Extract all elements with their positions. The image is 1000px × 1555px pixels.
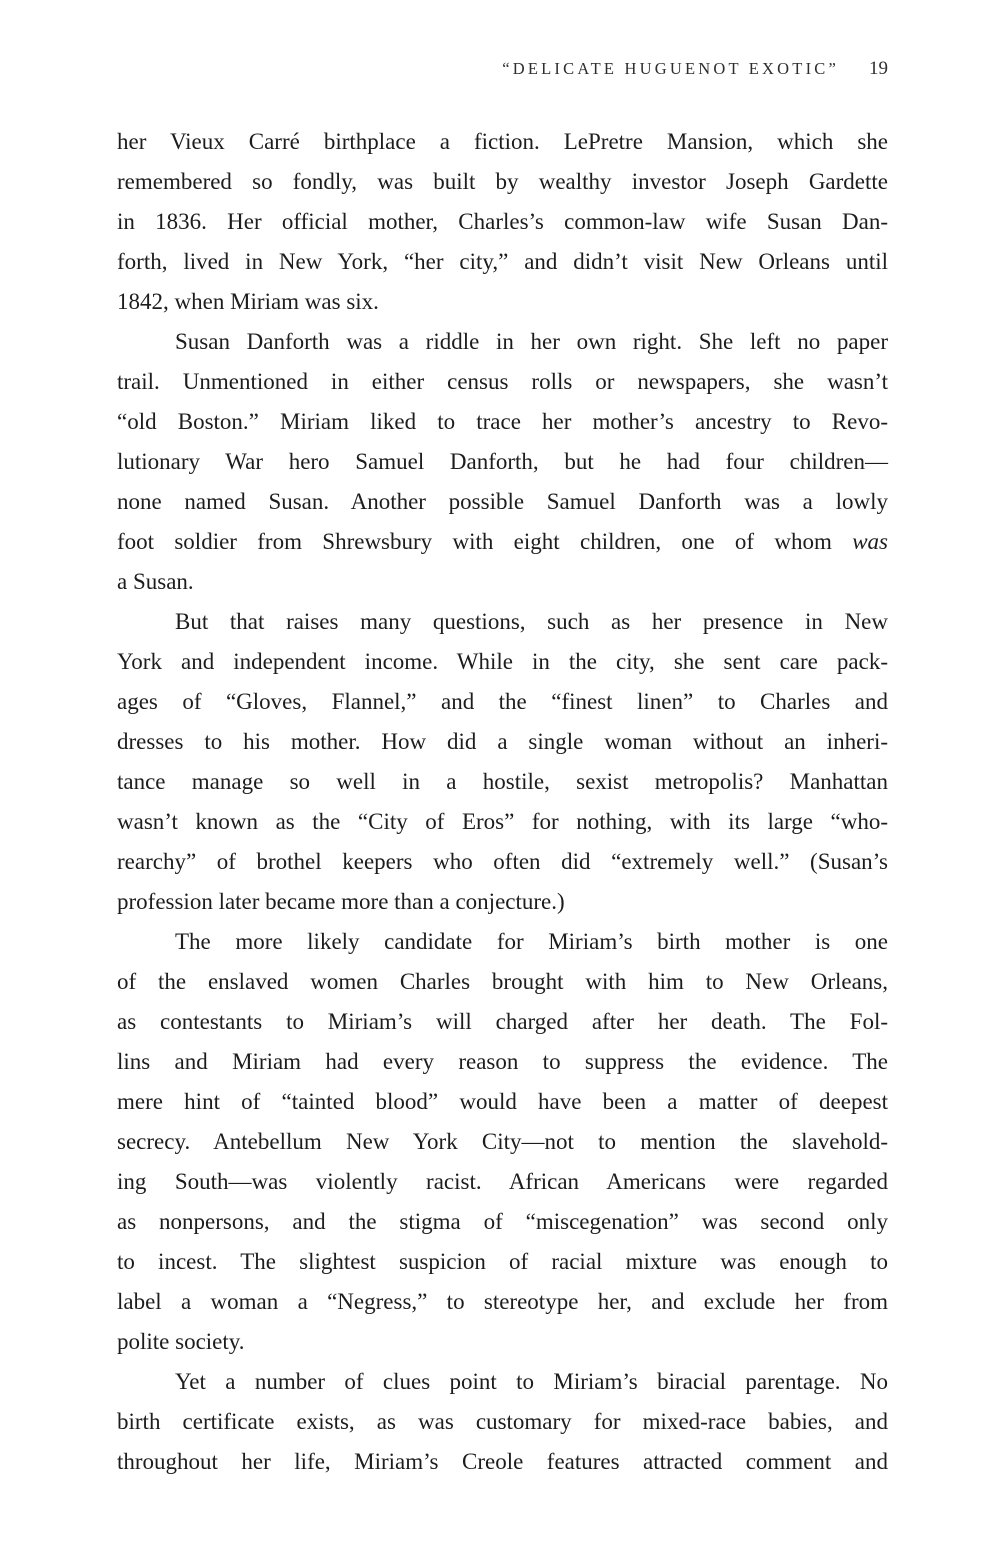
paragraph — [117, 602, 888, 922]
paragraph — [117, 1362, 888, 1482]
text-line: to incest. The slightest suspicion of racial mixture was enough to — [117, 1249, 888, 1274]
text-line: a Susan. — [117, 569, 194, 594]
page-number: 19 — [869, 58, 888, 79]
text-line: of the enslaved women Charles brought with him to New Orleans, — [117, 969, 888, 994]
text-line: in 1836. Her official mother, Charles’s common-law wife Susan Dan- — [117, 209, 888, 234]
text-line: profession later became more than a conjecture.) — [117, 889, 565, 914]
running-header-title: “DELICATE HUGUENOT EXOTIC” — [502, 59, 839, 78]
text-line: as nonpersons, and the stigma of “miscegenation” was second only — [117, 1209, 888, 1234]
text-line: ing South—was violently racist. African Americans were regarded — [117, 1169, 888, 1194]
text-line: ages of “Gloves, Flannel,” and the “finest linen” to Charles and — [117, 689, 888, 714]
text-line: as contestants to Miriam’s will charged after her death. The Fol- — [117, 1009, 888, 1034]
text-line: 1842, when Miriam was six. — [117, 289, 379, 314]
text-line: throughout her life, Miriam’s Creole features attracted comment and — [117, 1449, 888, 1474]
text-line: “old Boston.” Miriam liked to trace her mother’s ancestry to Revo- — [117, 409, 888, 434]
text-line: tance manage so well in a hostile, sexist metropolis? Manhattan — [117, 769, 888, 794]
text-line: birth certificate exists, as was customary for mixed-race babies, and — [117, 1409, 888, 1434]
text-line: forth, lived in New York, “her city,” and didn’t visit New Orleans until — [117, 249, 888, 274]
text-line: Yet a number of clues point to Miriam’s biracial parentage. No — [175, 1369, 888, 1394]
text-line: wasn’t known as the “City of Eros” for nothing, with its large “who- — [117, 809, 888, 834]
text-line: lutionary War hero Samuel Danforth, but he had four children— — [117, 449, 888, 474]
text-line: remembered so fondly, was built by wealthy investor Joseph Gardette — [117, 169, 888, 194]
text-line: lins and Miriam had every reason to suppress the evidence. The — [117, 1049, 888, 1074]
text-line: York and independent income. While in the city, she sent care pack- — [117, 649, 888, 674]
text-line: trail. Unmentioned in either census rolls or newspapers, she wasn’t — [117, 369, 888, 394]
text-line: Susan Danforth was a riddle in her own right. She left no paper — [175, 329, 888, 354]
text-line: But that raises many questions, such as her presence in New — [175, 609, 888, 634]
text-line: foot soldier from Shrewsbury with eight children, one of whom was — [117, 529, 888, 554]
paragraph — [117, 322, 888, 602]
running-header — [117, 58, 888, 80]
paragraph — [117, 922, 888, 1362]
paragraph — [117, 122, 888, 322]
text-line: rearchy” of brothel keepers who often did “extremely well.” (Susan’s — [117, 849, 888, 874]
text-line: mere hint of “tainted blood” would have been a matter of deepest — [117, 1089, 888, 1114]
text-line: polite society. — [117, 1329, 245, 1354]
text-line: her Vieux Carré birthplace a fiction. LePretre Mansion, which she — [117, 129, 888, 154]
text-line: dresses to his mother. How did a single woman without an inheri- — [117, 729, 888, 754]
body-text — [117, 122, 888, 1482]
text-line: The more likely candidate for Miriam’s birth mother is one — [175, 929, 888, 954]
text-line: label a woman a “Negress,” to stereotype her, and exclude her from — [117, 1289, 888, 1314]
text-line: none named Susan. Another possible Samuel Danforth was a lowly — [117, 489, 888, 514]
text-line: secrecy. Antebellum New York City—not to mention the slavehold- — [117, 1129, 888, 1154]
